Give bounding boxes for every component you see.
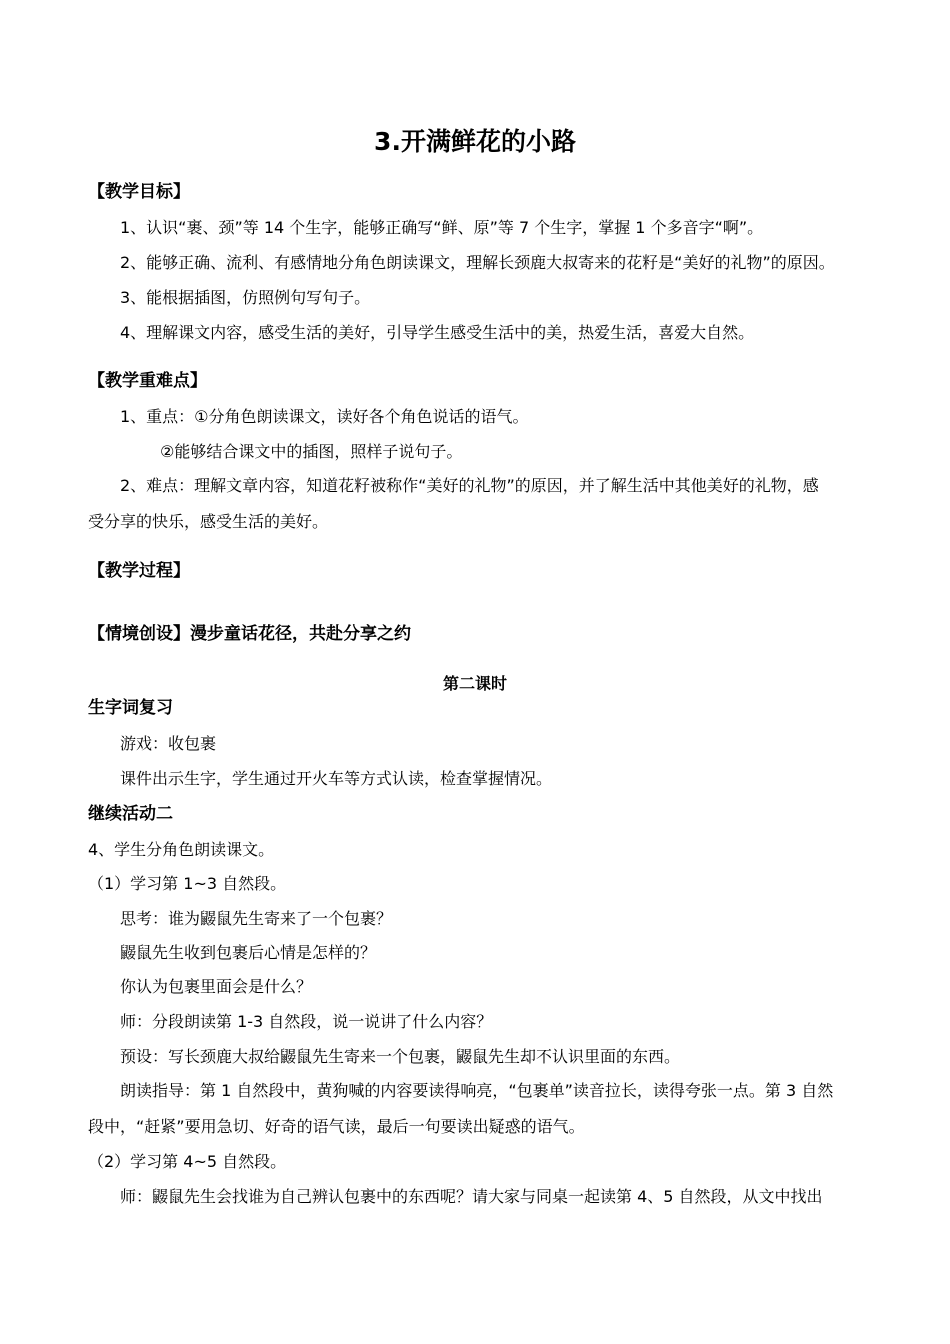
reading-guide-line-2: 段中，“赶紧”要用急切、好奇的语气读，最后一句要读出疑惑的语气。 bbox=[88, 1117, 585, 1136]
review-heading: 生字词复习 bbox=[88, 698, 173, 718]
activity-heading: 继续活动二 bbox=[88, 804, 173, 824]
process-heading: 【教学过程】 bbox=[88, 561, 190, 581]
part-1-heading: （1）学习第 1~3 自然段。 bbox=[88, 874, 287, 893]
part-2-heading: （2）学习第 4~5 自然段。 bbox=[88, 1152, 287, 1171]
step-4: 4、学生分角色朗读课文。 bbox=[88, 840, 275, 859]
keypoint-1b: ②能够结合课文中的插图，照样子说句子。 bbox=[160, 442, 463, 461]
page-title: 3.开满鲜花的小路 bbox=[374, 127, 576, 156]
keypoint-1: 1、重点：①分角色朗读课文，读好各个角色说话的语气。 bbox=[120, 407, 529, 426]
keypoints-heading: 【教学重难点】 bbox=[88, 371, 207, 391]
objectives-heading: 【教学目标】 bbox=[88, 182, 190, 202]
objective-item-3: 3、能根据插图，仿照例句写句子。 bbox=[120, 288, 371, 307]
preset-answer-1: 预设：写长颈鹿大叔给鼹鼠先生寄来一个包裹，鼹鼠先生却不认识里面的东西。 bbox=[120, 1047, 681, 1066]
question-1: 思考：谁为鼹鼠先生寄来了一个包裹？ bbox=[120, 909, 393, 928]
reading-guide-line-1: 朗读指导：第 1 自然段中，黄狗喊的内容要读得响亮，“包裹单”读音拉长，读得夸张一点。第 3 自然 bbox=[120, 1081, 834, 1100]
review-line-2: 课件出示生字，学生通过开火车等方式认读，检查掌握情况。 bbox=[120, 769, 553, 788]
keypoint-2-line-2: 受分享的快乐，感受生活的美好。 bbox=[88, 512, 329, 531]
keypoint-2-line-1: 2、难点：理解文章内容，知道花籽被称作“美好的礼物”的原因，并了解生活中其他美好的礼物，感 bbox=[120, 476, 819, 495]
question-2: 鼹鼠先生收到包裹后心情是怎样的？ bbox=[120, 943, 377, 962]
objective-item-4: 4、理解课文内容，感受生活的美好，引导学生感受生活中的美，热爱生活，喜爱大自然。 bbox=[120, 323, 755, 342]
question-3: 你认为包裹里面会是什么？ bbox=[120, 977, 313, 996]
review-line-1: 游戏：收包裹 bbox=[120, 734, 217, 753]
objective-item-2: 2、能够正确、流利、有感情地分角色朗读课文，理解长颈鹿大叔寄来的花籽是“美好的礼物”的原因。 bbox=[120, 253, 835, 272]
teacher-prompt-2: 师：鼹鼠先生会找谁为自己辨认包裹中的东西呢？请大家与同桌一起读第 4、5 自然段，从文中找出 bbox=[120, 1187, 823, 1206]
context-heading: 【情境创设】漫步童话花径，共赴分享之约 bbox=[88, 624, 411, 644]
lesson-label: 第二课时 bbox=[442, 674, 507, 693]
objective-item-1: 1、认识“裹、颈”等 14 个生字，能够正确写“鲜、原”等 7 个生字，掌握 1 个多音字“啊”。 bbox=[120, 218, 764, 237]
teacher-prompt-1: 师：分段朗读第 1-3 自然段，说一说讲了什么内容？ bbox=[120, 1012, 493, 1031]
